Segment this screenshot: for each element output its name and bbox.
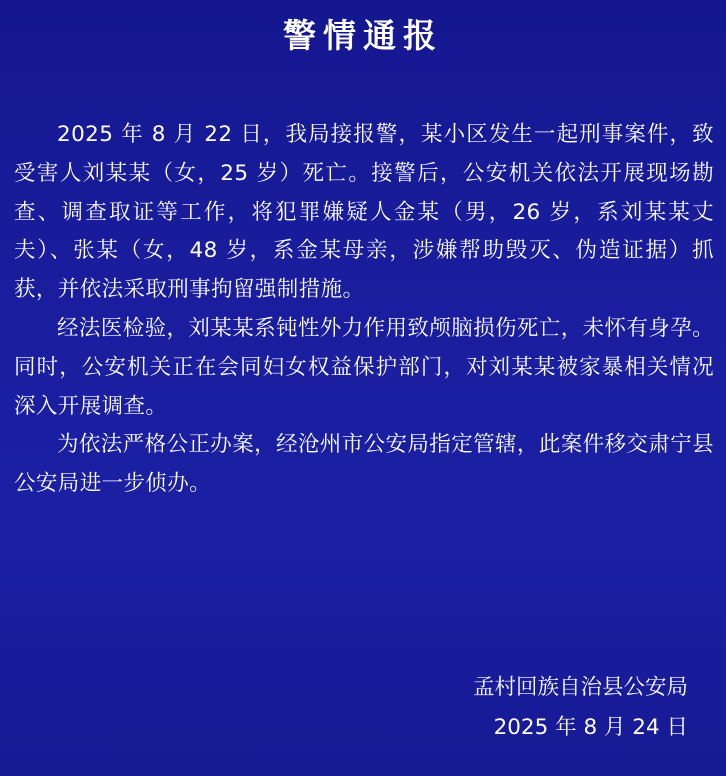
signature-block	[473, 668, 688, 748]
paragraph-jurisdiction: 为依法严格公正办案，经沧州市公安局指定管辖，此案件移交肃宁县公安局进一步侦办。	[14, 432, 715, 497]
notice-body	[14, 116, 714, 504]
issuing-organization: 孟村回族自治县公安局	[472, 675, 688, 700]
paragraph-case-report: 2025 年 8 月 22 日，我局接报警，某小区发生一起刑事案件，致受害人刘某某（女，25 岁）死亡。接警后，公安机关依法开展现场勘查、调查取证等工作，将犯罪嫌疑人金某（男，26 岁，系刘某某丈夫）、张某（女，48 岁，系金某母亲，涉嫌帮助毁灭、伪造证据）抓获，并依法采取刑事拘留强制措施。	[14, 122, 714, 303]
paragraph-forensic-result: 经法医检验，刘某某系钝性外力作用致颅脑损伤死亡，未怀有身孕。同时，公安机关正在会同妇女权益保护部门，对刘某某被家暴相关情况深入开展调查。	[14, 315, 715, 419]
notice-title: 警情通报	[283, 16, 443, 55]
issue-date: 2025 年 8 月 24 日	[493, 715, 688, 740]
